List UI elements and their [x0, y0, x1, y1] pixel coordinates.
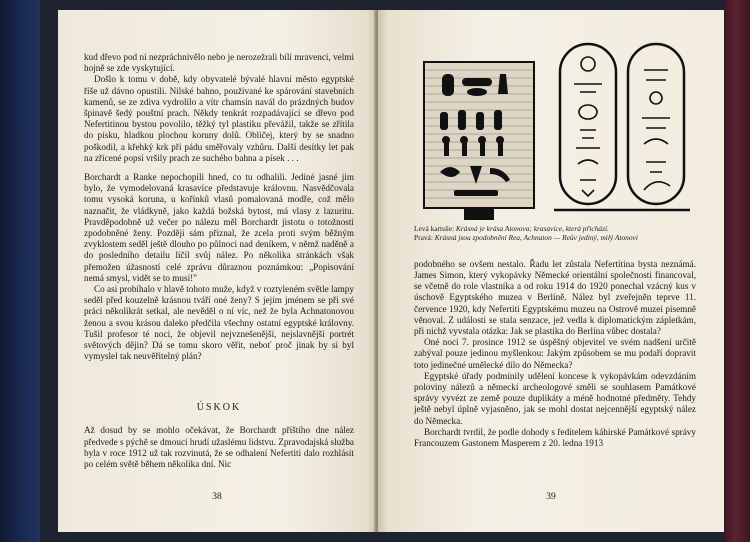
caption-line-right: Pravá: Krásná jsou zpodobnění Rea, Achnaton — Reův jediný, milý Atonovi — [414, 233, 638, 243]
book-cover-right — [724, 0, 750, 542]
left-page-text — [84, 52, 354, 362]
paragraph: Oné noci 7. prosince 1912 se úspěšný objevitel ve svém nadšení určitě zabýval pouze jedinou myšlenkou: Jakým způsobem se mu podaří dopravit toto jedinečné umělecké dílo do Německa? — [414, 337, 696, 370]
paragraph: podobného se ovšem nestalo. Řadu let zůstala Nefertitina bysta neznámá. James Simon, který vykopávky Německé orientální společnosti financoval, se včetně do role vlastníka a od roku 1914 do 1920 ponechal vzácný kus v úschově Egyptského muzea v Berlíně. Nález byl zveřejněn teprve 11. července 1920, kdy Nefertiti Egyptskému muzeu na Ostrově muzeí písemně věnoval. Z události se stala senzace, jež vedla k diplomatickým zápletkám, při nichž vyvstala otázka: Jak se plastika do Berlína vůbec dostala? — [414, 258, 696, 337]
paragraph: Co asi probíhalo v hlavě tohoto muže, když v roztyleném světle lampy seděl před kouzelně krásnou tváří oné ženy? S jejím jménem se při své práci několikrát setkal, ale nevěděl o ní víc, než že byla Achnatonovou ženou a svou krásou daleko předčila všechny ostatní egyptské královny. Tušil profesor té noci, že objevil nejvznešenější, nejslavnější portrét světových dějin? Dá se tomu skoro věřit, neboť proč jinak by si byl vymyslel tak neuvěřitelný plán? — [84, 284, 354, 362]
page-number: 38 — [212, 492, 222, 502]
paragraph: Borchardt tvrdil, že podle dohody s ředitelem káhirské Památkové správy Francouzem Gastonem Masperem z 20. ledna 1913 — [414, 426, 696, 449]
paragraph: Došlo k tomu v době, kdy obyvatelé bývalé hlavní město egyptské říše už dávno opustili. Nilské bahno, používané ke spárování stavebních kamenů, se ze zdiva vydrolilo a vítr chamsín navál do prázdných budov špinavě šedý pouštní prach. Někdy tenkrát rozpadávající se dřevo pod Nefertitinou bystou povolilo, těžký tyl plastiku převážil, takže se zřítila do písku, hladkou plochou koruny dolů. Obličej, který by se snadno poškodil, a křehký krk při pádu směřovaly vzhůru. Další desítky let pak na zřícené popsí vršily prach ze suchého bahna a písek . . . — [84, 74, 354, 163]
page-number: 39 — [546, 492, 556, 502]
cartouche-figure — [414, 40, 696, 222]
book-cover-left — [0, 0, 40, 542]
paragraph: kud dřevo pod ní nezpráchnivělo nebo je nerozežrali bílí mravenci, velmi hojně se zde vyskytující. — [84, 52, 354, 74]
left-cartouche — [424, 62, 534, 220]
right-cartouche — [622, 44, 690, 210]
section-heading: ÚSKOK — [196, 402, 242, 414]
cartouche-illustration — [414, 40, 696, 222]
paragraph: Borchardt a Ranke nepochopili hned, co tu odhalili. Jediné jasné jim bylo, že vymodelovaná krasavice představuje královnu. Nasvědčovala tomu vysoká koruna, u kořínků vlasů pomalovaná modře, což mělo naznačit, že vládkyně, jako každá božská bytost, má vlasy z lazuritu. Pravděpodobně už večer po nálezu měl Borchardt jistotu o totožnosti zpodobněné ženy. Později sám přiznal, že zcela proti svým běžným zvyklostem seděl ještě dlouho po půlnoci nad deníkem, v němž naděně a do posledního detailu líčil svůj nález. Po několika stránkách však přemožen úžasností celé zprávu důraznou poznámkou: „Popisování nemá smysl, vidět se to musí!" — [84, 172, 354, 283]
caption-line-left: Levá kartuše: Krásná je krása Atonova; krasavice, která přichází. — [414, 224, 609, 233]
paragraph: Až dosud by se mohlo očekávat, že Borchardt příštího dne nález předvede s pýchě se dmoucí hrudí užaslému lidstvu. Zpravodajská služba byla v roce 1912 už tak rozvinutá, že se odhalení Nefertiti dalo rozhlásit po celém světě během několika dní. Nic — [84, 425, 354, 470]
left-page — [58, 10, 376, 532]
right-page — [378, 10, 724, 532]
paragraph: Egyptské úřady podmínily udělení koncese k vykopávkám odevzdáním poloviny nálezů a německí archeologové směli se souhlasem Památkové správy vyvézt ze země pouze duplikáty a méně hodnotné předměty. Tehdy ještě nebyl úplně vyjasněno, jak se mohl dostat nejcennější egyptský nález do Německa. — [414, 370, 696, 426]
middle-cartouche — [554, 44, 622, 210]
figure-caption — [414, 224, 696, 243]
right-page-text — [414, 259, 696, 449]
